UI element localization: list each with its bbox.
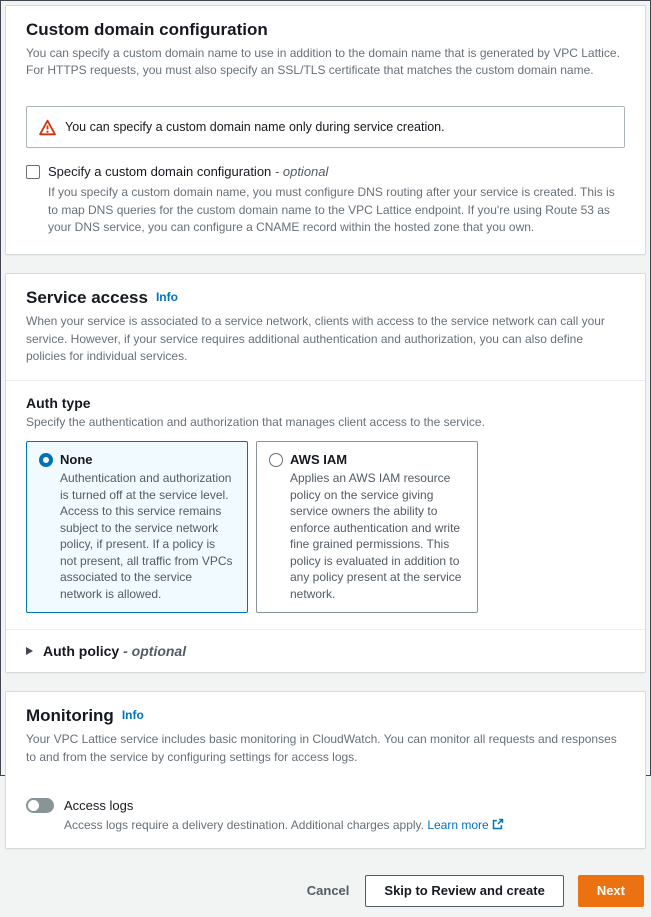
custom-domain-description: You can specify a custom domain name to use in addition to the domain name that is generated by VPC Lattice. For HTTPS requests, you must also specify an SSL/TLS certificate that matches the custom domain name.	[26, 46, 620, 78]
aws-iam-radio[interactable]	[269, 453, 283, 467]
warning-icon	[39, 118, 56, 136]
learn-more-link-text: Learn more	[427, 818, 489, 833]
auth-type-label: Auth type	[26, 394, 91, 411]
access-logs-toggle-row	[26, 798, 625, 813]
access-logs-description	[64, 818, 625, 832]
auth-type-tile-none-head	[39, 452, 235, 467]
aws-iam-radio-label: AWS IAM	[290, 452, 348, 468]
monitoring-description: Your VPC Lattice service includes basic monitoring in CloudWatch. You can monitor all requests and responses to and from the service by configuring settings for access logs.	[26, 732, 617, 764]
monitoring-card	[5, 691, 646, 849]
learn-more-link[interactable]	[427, 818, 503, 832]
custom-domain-body	[6, 90, 645, 255]
custom-domain-checkbox[interactable]	[26, 165, 40, 179]
external-link-icon	[492, 818, 504, 830]
page	[1, 1, 650, 917]
monitoring-info-link[interactable]: Info	[121, 708, 144, 723]
access-logs-toggle-knob	[28, 800, 39, 811]
monitoring-header	[6, 692, 645, 776]
access-logs-label: Access logs	[64, 798, 134, 814]
custom-domain-title: Custom domain configuration	[26, 20, 268, 39]
warning-alert	[26, 106, 625, 149]
auth-type-section	[6, 381, 645, 630]
auth-policy-optional: - optional	[123, 643, 187, 660]
none-radio[interactable]	[39, 453, 53, 467]
custom-domain-checkbox-optional: - optional	[274, 164, 329, 180]
auth-policy-label-text: Auth policy	[43, 643, 120, 660]
service-access-description: When your service is associated to a service network, clients with access to the service network can call your service. However, if your service requires additional authentication and authorization, you can also define policies for individual services.	[26, 314, 605, 364]
custom-domain-card	[5, 5, 646, 255]
service-access-card	[5, 273, 646, 673]
warning-text: You can specify a custom domain name only during service creation.	[65, 119, 445, 134]
caret-right-icon	[26, 647, 33, 655]
service-access-title: Service access	[26, 288, 148, 308]
footer-actions	[5, 867, 646, 913]
service-access-header	[6, 274, 645, 380]
auth-policy-expander[interactable]	[6, 629, 645, 672]
cancel-button[interactable]: Cancel	[305, 876, 352, 906]
service-access-info-link[interactable]: Info	[155, 290, 178, 305]
none-radio-label: None	[60, 452, 93, 468]
auth-type-tile-aws-iam[interactable]	[256, 441, 478, 613]
auth-type-tile-aws-iam-head	[269, 452, 465, 467]
access-logs-section	[6, 786, 645, 848]
next-button[interactable]: Next	[578, 875, 644, 907]
custom-domain-checkbox-row	[26, 164, 625, 179]
auth-type-tiles	[26, 441, 625, 613]
auth-policy-label	[43, 643, 186, 659]
custom-domain-header	[6, 6, 645, 90]
monitoring-title: Monitoring	[26, 706, 114, 726]
aws-iam-radio-description: Applies an AWS IAM resource policy on the service giving service owners the ability to enforce authentication and write fine grained permissions. This policy is evaluated in addition to any policy present at the service network.	[290, 471, 462, 601]
auth-type-tile-none[interactable]	[26, 441, 248, 613]
skip-to-review-button[interactable]: Skip to Review and create	[365, 875, 563, 907]
custom-domain-checkbox-description: If you specify a custom domain name, you must configure DNS routing after your service is created. This is to map DNS queries for the custom domain name to the VPC Lattice endpoint. If you're using Route 53 as your DNS service, you can configure a CNAME record within the hosted zone that you own.	[48, 185, 615, 235]
custom-domain-checkbox-label[interactable]	[48, 164, 328, 179]
access-logs-description-text: Access logs require a delivery destination. Additional charges apply.	[64, 818, 424, 833]
auth-type-description: Specify the authentication and authorization that manages client access to the service.	[26, 414, 485, 429]
custom-domain-checkbox-label-text: Specify a custom domain configuration	[48, 164, 272, 180]
access-logs-toggle[interactable]	[26, 798, 54, 813]
none-radio-description: Authentication and authorization is turned off at the service level. Access to this service remains subject to the service network policy, if present. If a policy is not present, all traffic from VPCs associated to the service network is allowed.	[60, 471, 233, 601]
